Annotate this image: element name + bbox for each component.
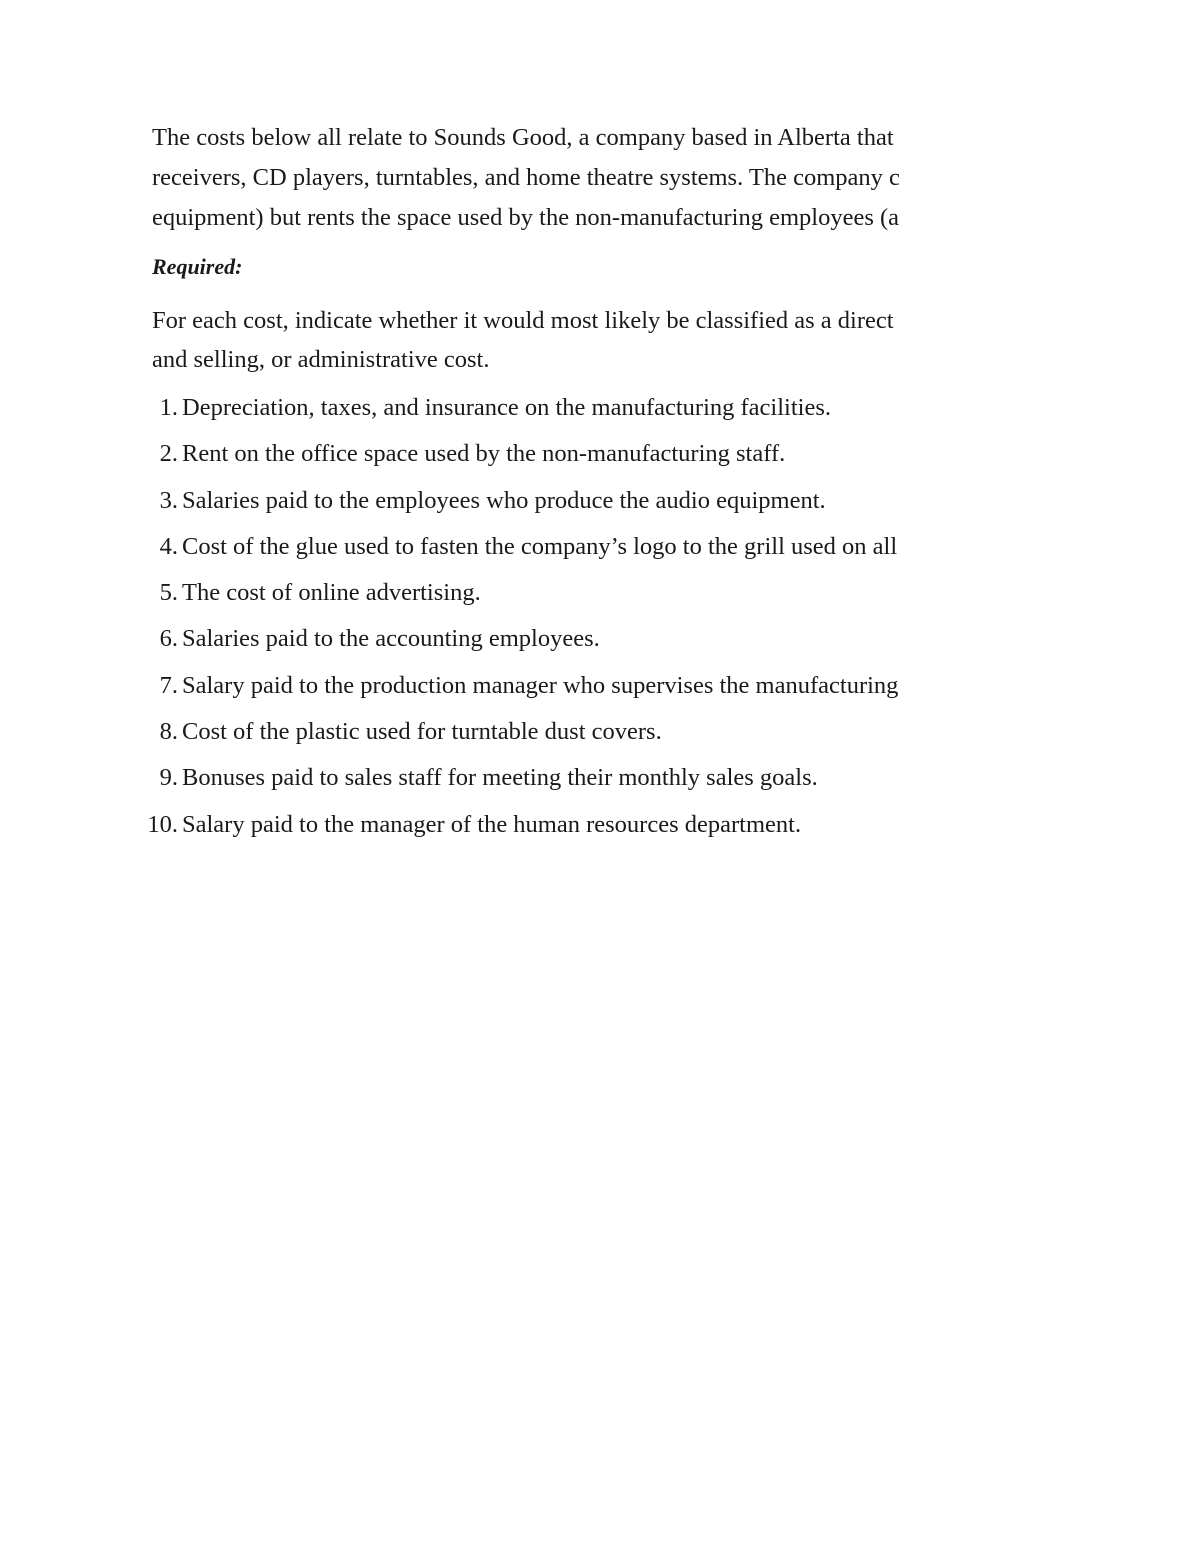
item-text: Depreciation, taxes, and insurance on the manufacturing facilities. xyxy=(182,394,831,421)
item-number: 3. xyxy=(159,486,178,514)
list-item xyxy=(152,478,1065,524)
required-heading: Required: xyxy=(152,254,243,279)
item-number: 7. xyxy=(159,671,178,699)
intro-line: equipment) but rents the space used by the non-manufacturing employees (a xyxy=(152,204,900,231)
list-item xyxy=(152,616,1065,662)
item-text: Rent on the office space used by the non-manufacturing staff. xyxy=(182,440,786,468)
list-item xyxy=(152,663,1065,709)
item-text: The cost of online advertising. xyxy=(182,579,481,607)
item-text: Salaries paid to the accounting employees. xyxy=(182,625,600,653)
cost-items-list xyxy=(147,385,1065,848)
item-number: 2. xyxy=(159,440,178,468)
item-number: 5. xyxy=(159,579,178,607)
instruction-paragraph xyxy=(152,301,1065,379)
list-item xyxy=(152,385,1065,431)
instruction-line: and selling, or administrative cost. xyxy=(152,346,490,373)
document-content xyxy=(147,118,1065,848)
list-item xyxy=(152,709,1065,755)
item-text: Salary paid to the manager of the human resources department. xyxy=(182,810,802,838)
item-text: Cost of the plastic used for turntable dust covers. xyxy=(182,718,662,746)
item-number: 6. xyxy=(159,625,178,653)
intro-line: The costs below all relate to Sounds Good, a company based in Alberta that xyxy=(152,124,894,151)
list-item xyxy=(152,431,1065,477)
item-number: 10. xyxy=(147,810,178,838)
item-text: Cost of the glue used to fasten the company’s logo to the grill used on all xyxy=(182,532,898,560)
intro-paragraph xyxy=(152,118,1065,238)
item-text: Salary paid to the production manager who supervises the manufacturing xyxy=(182,671,899,699)
intro-line: receivers, CD players, turntables, and home theatre systems. The company c xyxy=(152,164,900,191)
item-number: 1. xyxy=(159,394,178,421)
item-text: Salaries paid to the employees who produce the audio equipment. xyxy=(182,486,826,514)
list-item xyxy=(147,802,1065,848)
instruction-line: For each cost, indicate whether it would most likely be classified as a direct xyxy=(152,307,894,334)
item-number: 8. xyxy=(159,718,178,746)
list-item xyxy=(152,570,1065,616)
list-item xyxy=(152,524,1065,570)
item-number: 9. xyxy=(159,764,178,792)
item-number: 4. xyxy=(159,532,178,560)
list-item xyxy=(152,755,1065,801)
item-text: Bonuses paid to sales staff for meeting their monthly sales goals. xyxy=(182,764,818,792)
